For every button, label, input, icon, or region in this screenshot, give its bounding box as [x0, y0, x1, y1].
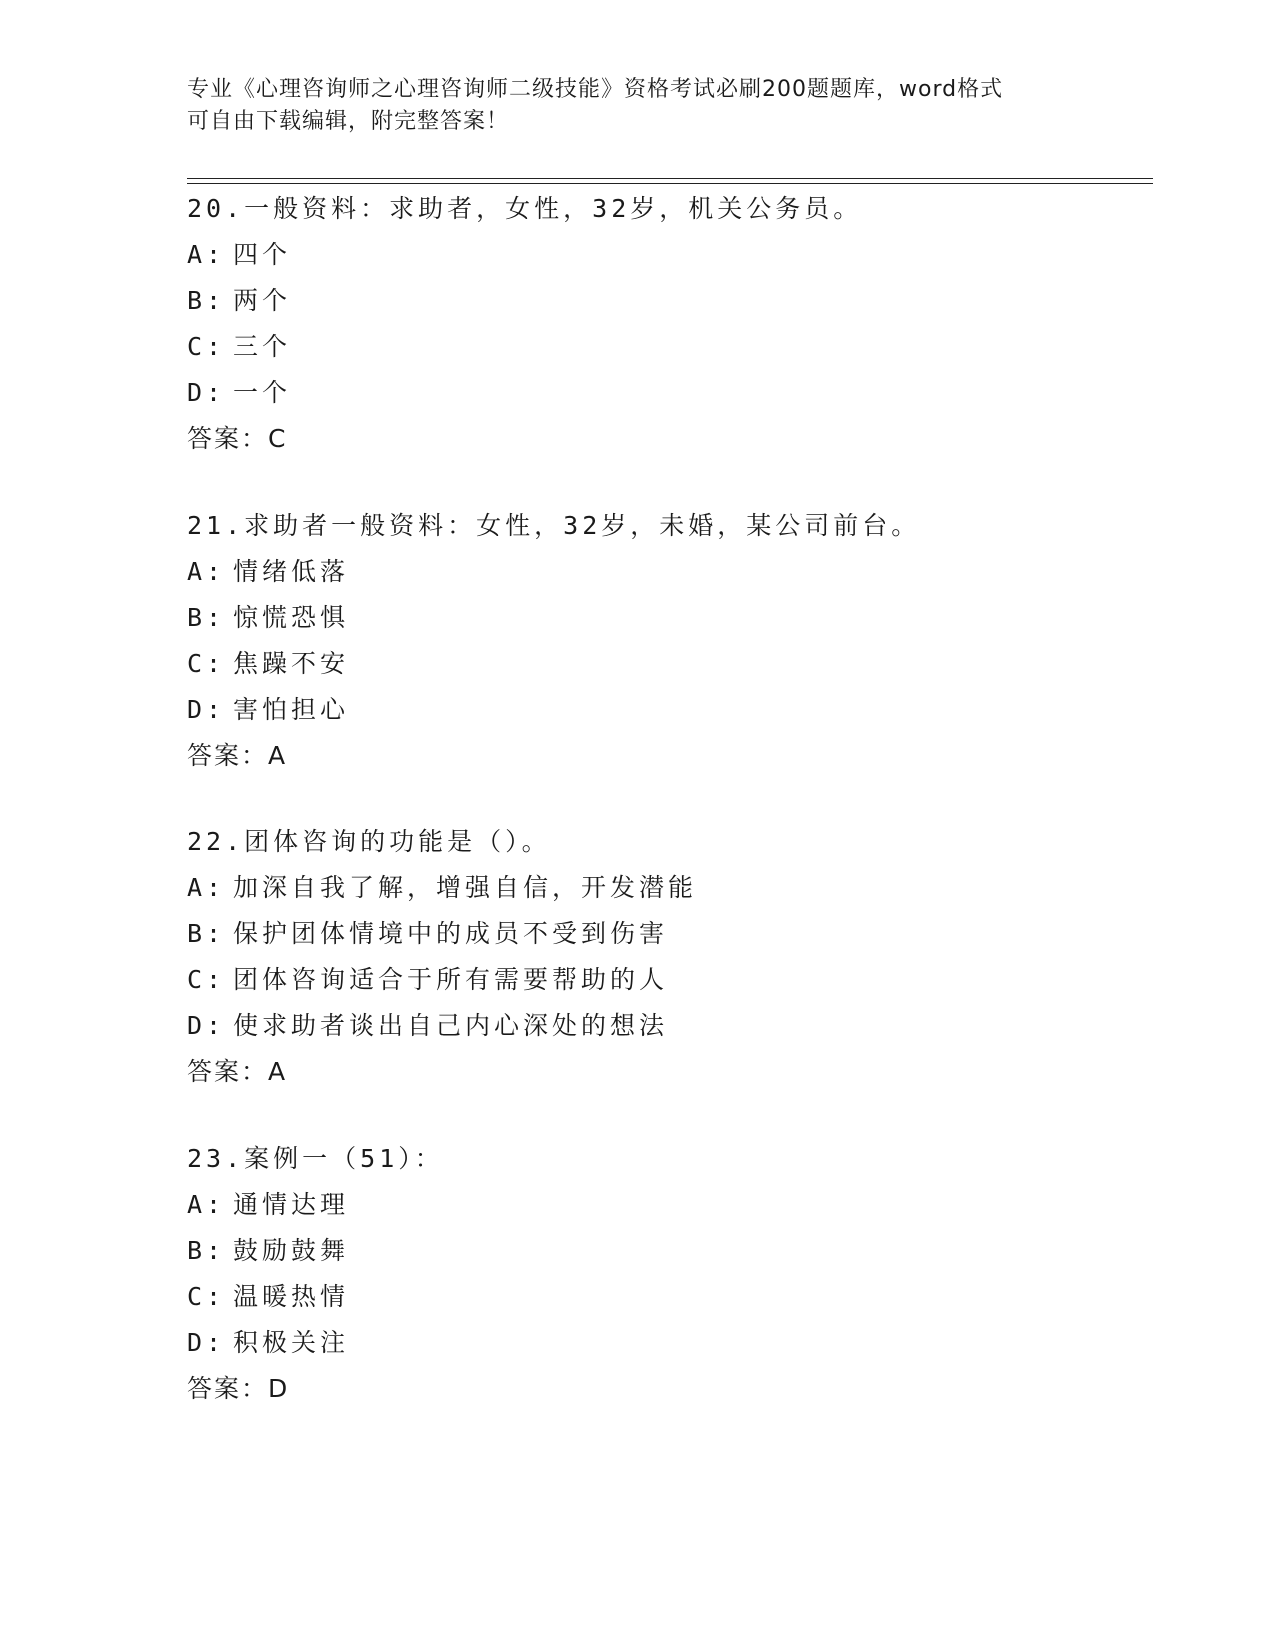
- option-letter: C:: [187, 649, 226, 678]
- option-letter: D:: [187, 695, 226, 724]
- question-title: 23.案例一（51）：: [187, 1144, 444, 1173]
- option-a: [187, 865, 1167, 911]
- option-c: [187, 957, 1167, 1003]
- option-text: 温暖热情: [233, 1282, 350, 1311]
- option-text: 害怕担心: [233, 695, 350, 724]
- document-header: [187, 74, 1087, 138]
- header-divider-top: [187, 178, 1153, 179]
- option-letter: B:: [187, 286, 226, 315]
- option-d: [187, 1003, 1167, 1049]
- option-text: 焦躁不安: [233, 649, 350, 678]
- option-c: [187, 1274, 1167, 1320]
- option-text: 积极关注: [233, 1328, 350, 1357]
- option-a: [187, 549, 1167, 595]
- option-text: 三个: [233, 332, 292, 361]
- option-b: [187, 911, 1167, 957]
- header-divider-bottom: [187, 183, 1153, 184]
- answer-line: 答案：A: [187, 1057, 288, 1086]
- question-23: [187, 1136, 1167, 1412]
- option-letter: B:: [187, 603, 226, 632]
- option-letter: A:: [187, 240, 226, 269]
- option-text: 鼓励鼓舞: [233, 1236, 350, 1265]
- option-text: 保护团体情境中的成员不受到伤害: [233, 919, 669, 948]
- option-c: [187, 641, 1167, 687]
- question-title: 21.求助者一般资料：女性，32岁，未婚，某公司前台。: [187, 511, 921, 540]
- question-21: [187, 503, 1167, 779]
- header-line-1: 专业《心理咨询师之心理咨询师二级技能》资格考试必刷200题题库，word格式: [187, 77, 1004, 102]
- question-title: 20.一般资料：求助者，女性，32岁，机关公务员。: [187, 194, 863, 223]
- option-letter: A:: [187, 557, 226, 586]
- option-d: [187, 370, 1167, 416]
- answer-line: 答案：D: [187, 1374, 290, 1403]
- option-text: 通情达理: [233, 1190, 350, 1219]
- question-20: [187, 186, 1167, 462]
- option-letter: D:: [187, 378, 226, 407]
- option-a: [187, 1182, 1167, 1228]
- option-text: 使求助者谈出自己内心深处的想法: [233, 1011, 669, 1040]
- option-letter: D:: [187, 1328, 226, 1357]
- option-text: 两个: [233, 286, 292, 315]
- option-b: [187, 595, 1167, 641]
- question-22: [187, 819, 1167, 1095]
- option-letter: C:: [187, 1282, 226, 1311]
- option-text: 惊慌恐惧: [233, 603, 350, 632]
- option-letter: B:: [187, 919, 226, 948]
- option-letter: C:: [187, 332, 226, 361]
- header-line-2: 可自由下载编辑，附完整答案！: [187, 109, 510, 134]
- option-text: 一个: [233, 378, 292, 407]
- option-d: [187, 687, 1167, 733]
- option-letter: C:: [187, 965, 226, 994]
- option-letter: B:: [187, 1236, 226, 1265]
- option-b: [187, 1228, 1167, 1274]
- option-letter: D:: [187, 1011, 226, 1040]
- option-a: [187, 232, 1167, 278]
- answer-line: 答案：C: [187, 424, 288, 453]
- option-letter: A:: [187, 873, 226, 902]
- option-letter: A:: [187, 1190, 226, 1219]
- option-b: [187, 278, 1167, 324]
- option-text: 加深自我了解，增强自信，开发潜能: [233, 873, 698, 902]
- answer-line: 答案：A: [187, 741, 288, 770]
- option-text: 情绪低落: [233, 557, 350, 586]
- option-text: 团体咨询适合于所有需要帮助的人: [233, 965, 669, 994]
- option-c: [187, 324, 1167, 370]
- option-text: 四个: [233, 240, 292, 269]
- option-d: [187, 1320, 1167, 1366]
- question-title: 22.团体咨询的功能是（）。: [187, 827, 551, 856]
